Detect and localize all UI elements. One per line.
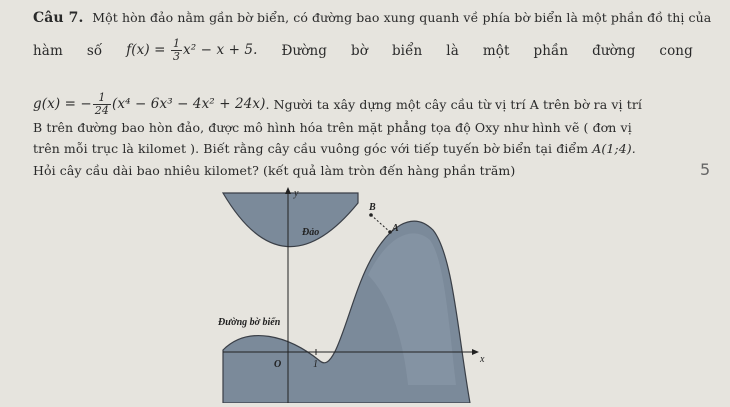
question-line-1 bbox=[33, 10, 711, 26]
f-num: 1 bbox=[172, 37, 181, 50]
question-text-5: trên mỗi trục là kilomet ). Biết rằng cây cầu vuông góc với tiếp tuyến bờ biển tại điểm bbox=[33, 141, 589, 156]
question-label: Câu 7. bbox=[33, 10, 84, 26]
word-cong: cong bbox=[659, 42, 693, 59]
point-a-label: A(1;4). bbox=[592, 141, 636, 156]
word-mot: một bbox=[482, 42, 510, 59]
question-text-3: . Người ta xây dựng một cây cầu từ vị trí A trên bờ ra vị trí bbox=[265, 97, 643, 112]
point-b bbox=[369, 213, 373, 217]
word-duong2: đường bbox=[592, 42, 636, 59]
f-expression: f(x) = $\frac{1}{3}$ x² − x + 5. bbox=[126, 37, 258, 63]
f-fraction bbox=[171, 38, 182, 63]
label-island: Đảo bbox=[302, 227, 320, 238]
question-line-2 bbox=[33, 38, 693, 63]
x-axis-arrow bbox=[472, 349, 479, 355]
bridge-line bbox=[371, 215, 390, 232]
g-den: 24 bbox=[94, 104, 109, 117]
g-expression bbox=[33, 92, 265, 117]
label-x: x bbox=[480, 354, 485, 365]
f-rhs: x² − x + 5 bbox=[183, 42, 254, 58]
word-phan: phần bbox=[533, 42, 569, 59]
label-one: 1 bbox=[313, 359, 318, 370]
figure-svg bbox=[208, 185, 500, 403]
coordinate-figure bbox=[208, 185, 500, 403]
question-line-3 bbox=[33, 92, 642, 117]
g-rhs: (x⁴ − 6x³ − 4x² + 24x) bbox=[112, 96, 266, 112]
g-lhs: g(x) = − bbox=[33, 96, 92, 112]
word-ham: hàm bbox=[33, 42, 63, 59]
question-line-4 bbox=[33, 120, 632, 135]
question-line-5 bbox=[33, 141, 636, 156]
f-den: 3 bbox=[172, 50, 181, 63]
label-y: y bbox=[294, 188, 299, 199]
question-line-6 bbox=[33, 163, 515, 178]
word-so: số bbox=[86, 42, 103, 59]
g-fraction bbox=[93, 92, 111, 117]
margin-mark: 5 bbox=[700, 160, 711, 179]
g-num: 1 bbox=[93, 92, 111, 105]
label-coastline: Đường bờ biển bbox=[218, 317, 281, 328]
question-text-1: Một hòn đảo nằm gần bờ biển, có đường bao xung quanh về phía bờ biển là một phần đồ thị của bbox=[92, 10, 712, 25]
word-duong: Đường bbox=[281, 42, 328, 59]
question-text-4: B trên đường bao hòn đảo, được mô hình hóa trên mặt phẳng tọa độ Oxy như hình vẽ ( đơn vị bbox=[33, 120, 632, 135]
y-axis-arrow bbox=[285, 187, 291, 194]
label-a: A bbox=[392, 223, 399, 234]
word-bien: biển bbox=[391, 42, 423, 59]
word-bo: bờ bbox=[350, 42, 368, 59]
f-lhs: f(x) = bbox=[126, 42, 170, 58]
word-la: là bbox=[446, 42, 459, 59]
label-o: O bbox=[274, 359, 282, 370]
island-shape bbox=[223, 193, 358, 247]
label-b: B bbox=[369, 202, 376, 213]
question-text-6: Hỏi cây cầu dài bao nhiêu kilomet? (kết quả làm tròn đến hàng phần trăm) bbox=[33, 163, 516, 178]
